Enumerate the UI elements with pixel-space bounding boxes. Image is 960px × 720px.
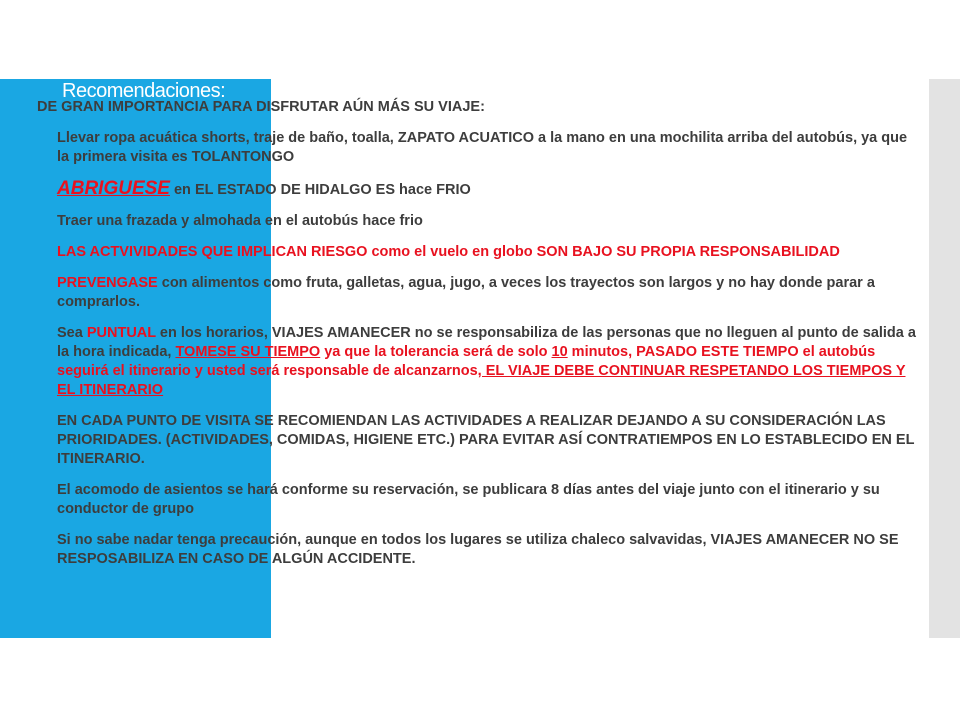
list-item-asientos: El acomodo de asientos se hará conforme su reservación, se publicara 8 días antes del viaje junto con el itinerario y su conductor de grupo bbox=[57, 482, 880, 517]
puntual-emphasis: PUNTUAL bbox=[86, 325, 156, 341]
prevengase-emphasis: PREVENGASE bbox=[57, 275, 158, 291]
abriguese-text: en EL ESTADO DE HIDALGO ES hace FRIO bbox=[169, 182, 471, 198]
prevengase-text: con alimentos como fruta, galletas, agua, jugo, a veces los trayectos son largos y no hay donde parar a comprarlos. bbox=[57, 275, 875, 310]
intro-heading: DE GRAN IMPORTANCIA PARA DISFRUTAR AÚN MÁS SU VIAJE: bbox=[37, 99, 485, 115]
tolerance-minutes: 10 bbox=[551, 344, 568, 360]
list-item-ropa: Llevar ropa acuática shorts, traje de baño, toalla, ZAPATO ACUATICO a la mano en una mochilita arriba del autobús, ya que la primera visita es TOLANTONGO bbox=[57, 130, 908, 165]
side-gray-bar bbox=[929, 79, 960, 638]
list-item-punto-visita: EN CADA PUNTO DE VISITA SE RECOMIENDAN LAS ACTIVIDADES A REALIZAR DEJANDO A SU CONSIDERACIÓN LAS PRIORIDADES. (ACTIVIDADES, COMIDAS, HIGIENE ETC.) PARA EVITAR ASÍ CONTRATIEMPOS EN LO ESTABLECIDO EN EL ITINERARIO. bbox=[57, 413, 915, 467]
list-item-frazada: Traer una frazada y almohada en el autobús hace frio bbox=[57, 213, 423, 229]
viaje-continuar-emphasis: , EL VIAJE DEBE CONTINUAR RESPETANDO LOS TIEMPOS Y EL ITINERARIO bbox=[57, 363, 906, 398]
puntual-text-3: ya que la tolerancia será de solo bbox=[320, 344, 552, 360]
list-item-nadar: Si no sabe nadar tenga precaución, aunque en todos los lugares se utiliza chaleco salvavidas, VIAJES AMANECER NO SE RESPOSABILIZA EN CASO DE ALGÚN ACCIDENTE. bbox=[57, 532, 899, 567]
abriguese-emphasis: ABRIGUESE bbox=[57, 178, 170, 199]
slide-content bbox=[37, 98, 917, 581]
puntual-text-4: minutos, PASADO ESTE TIEMPO el autobús seguirá el itinerario y usted será responsable de alcanzarnos bbox=[57, 344, 876, 379]
tomese-tiempo-emphasis: TOMESE SU TIEMPO bbox=[175, 344, 321, 360]
list-item-prevengase bbox=[57, 274, 917, 312]
puntual-text-1: Sea bbox=[57, 325, 87, 341]
list-item-riesgo: LAS ACTVIVIDADES QUE IMPLICAN RIESGO como el vuelo en globo SON BAJO SU PROPIA RESPONSABILIDAD bbox=[57, 244, 840, 260]
puntual-text-2: en los horarios, VIAJES AMANECER no se responsabiliza de las personas que no lleguen al punto de salida a la hora indicada, bbox=[57, 325, 916, 360]
list-item-puntual bbox=[57, 324, 917, 400]
list-item-abriguese bbox=[57, 179, 917, 200]
slide-title: Recomendaciones: bbox=[62, 80, 226, 102]
